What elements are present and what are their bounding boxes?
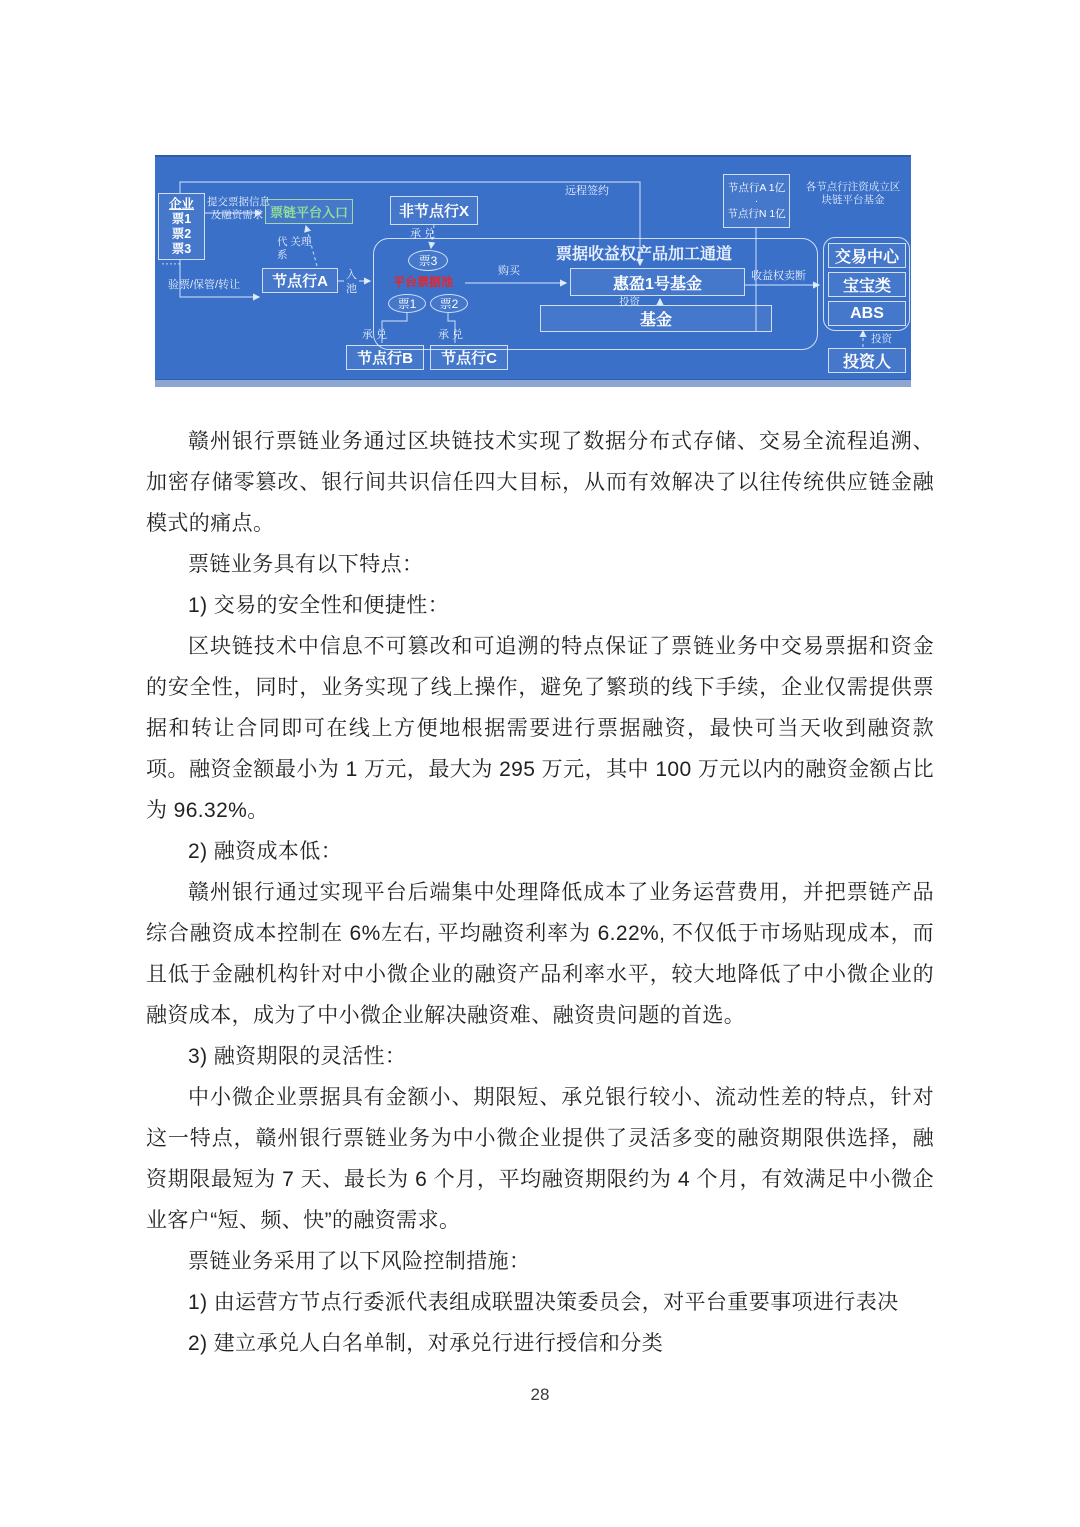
huiying-fund-box: 惠盈1号基金 bbox=[570, 268, 745, 296]
risk-control-heading: 票链业务采用了以下风险控制措施： bbox=[188, 1250, 531, 1273]
feature-3-body: 中小微企业票据具有金额小、期限短、承兑银行较小、流动性差的特点，针对这一特点，赣州银行票链业务为中小微企业提供了灵活多变的融资期限供选择，融资期限最短为 7 天、最长为 6 个月，平均融资期限约为 4 个月，有效满足中小微企业客户“短、频、快”的融资需求。 bbox=[146, 1086, 934, 1232]
invest-mid-label: 投资 bbox=[619, 296, 640, 308]
risk-control-item-1: 1) 由运营方节点行委派代表组成联盟决策委员会，对平台重要事项进行表决 bbox=[188, 1291, 899, 1314]
agency-relationship-label: 代 关理 系 bbox=[277, 236, 312, 262]
accept-label-x: 承 兑 bbox=[410, 228, 436, 240]
feature-2-body: 赣州银行通过实现平台后端集中处理降低成本了业务运营费用，并把票链产品综合融资成本控制在 6%左右, 平均融资利率为 6.22%, 不仅低于市场贴现成本，而且低于金融机构针对中小微企业的融资产品利率水平，较大地降低了中小微企业的融资成本，成为了中小微企业解决融资难、融资贵问题的首选。 bbox=[146, 881, 934, 1027]
page-number: 28 bbox=[530, 1385, 550, 1404]
flow-diagram bbox=[155, 155, 911, 380]
baobao-box: 宝宝类 bbox=[828, 272, 906, 297]
enterprise-dots: ····· bbox=[161, 256, 181, 270]
feature-3-heading: 3) 融资期限的灵活性： bbox=[188, 1045, 407, 1068]
bill-2-oval: 票2 bbox=[430, 294, 468, 313]
risk-control-item-2: 2) 建立承兑人白名单制，对承兑行进行授信和分类 bbox=[188, 1332, 664, 1355]
paragraph-intro: 赣州银行票链业务通过区块链技术实现了数据分布式存储、交易全流程追溯、加密存储零篡改、银行间共识信任四大目标，从而有效解决了以往传统供应链金融模式的痛点。 bbox=[146, 430, 934, 535]
feature-1-heading: 1) 交易的安全性和便捷性： bbox=[188, 594, 450, 617]
fund-box: 基金 bbox=[540, 305, 772, 332]
pool-in-label: 入 池 bbox=[346, 269, 357, 295]
invest-right-label: 投资 bbox=[871, 333, 892, 345]
trade-center-box: 交易中心 bbox=[828, 243, 906, 268]
abs-box: ABS bbox=[828, 301, 906, 326]
accept-label-2: 承 兑 bbox=[438, 329, 464, 341]
enterprise-bill-2: 票2 bbox=[171, 226, 192, 241]
platform-pool-label: 平台票据池 bbox=[393, 275, 454, 289]
node-bank-c-box: 节点行C bbox=[430, 345, 508, 370]
remote-sign-label: 远程签约 bbox=[565, 185, 609, 197]
yield-sale-label: 收益权卖断 bbox=[751, 270, 806, 282]
enterprise-bill-3: 票3 bbox=[171, 241, 192, 256]
feature-2-heading: 2) 融资成本低： bbox=[188, 840, 343, 863]
enterprise-title: 企业 bbox=[168, 196, 194, 211]
platform-entry-box: 票链平台入口 bbox=[265, 199, 353, 224]
investor-box: 投资人 bbox=[828, 348, 906, 373]
buy-label: 购买 bbox=[498, 265, 520, 277]
submit-info-label: 提交票据信息 及融资需求 bbox=[207, 196, 270, 222]
verify-label: 验票/保管/转让 bbox=[168, 279, 241, 291]
bill-1-oval: 票1 bbox=[388, 294, 426, 313]
non-node-bank-x-box: 非节点行X bbox=[390, 196, 478, 225]
feature-1-body: 区块链技术中信息不可篡改和可追溯的特点保证了票链业务中交易票据和资金的安全性，同时，业务实现了线上操作，避免了繁琐的线下手续，企业仅需提供票据和转让合同即可在线上方便地根据需要进行票据融资，最快可当天收到融资款项。融资金额最小为 1 万元，最大为 295 万元，其中 100 万元以内的融资金额占比为 96.32%。 bbox=[146, 635, 934, 822]
node-bank-a-box: 节点行A bbox=[262, 268, 338, 293]
enterprise-bill-1: 票1 bbox=[171, 211, 192, 226]
accept-label-1: 承 兑 bbox=[362, 329, 388, 341]
node-bank-b-box: 节点行B bbox=[346, 345, 424, 370]
body-text bbox=[146, 421, 934, 1364]
contribution-note: 各节点行注资成立区 块链平台基金 bbox=[805, 181, 901, 207]
channel-title: 票据收益权产品加工通道 bbox=[555, 246, 732, 263]
bill-3-oval: 票3 bbox=[408, 250, 448, 271]
paragraph-features-heading: 票链业务具有以下特点： bbox=[188, 553, 424, 576]
node-contribution-box: 节点行A 1亿 · 节点行N 1亿 bbox=[723, 174, 790, 228]
enterprise-box bbox=[158, 193, 205, 260]
